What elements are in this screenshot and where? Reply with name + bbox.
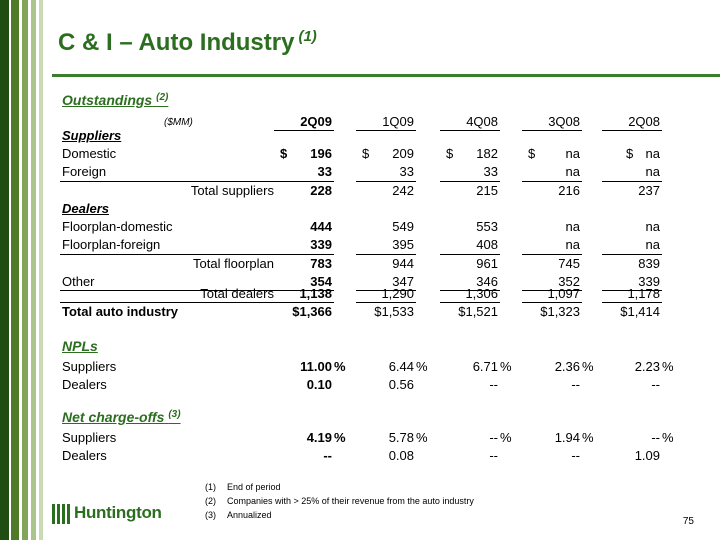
- percent-sign: %: [500, 359, 512, 374]
- value: --: [651, 430, 660, 445]
- value: na: [645, 146, 660, 161]
- value: 6.44: [388, 359, 414, 374]
- title-footnote-ref: (1): [298, 28, 317, 45]
- column-header: 3Q08: [548, 114, 580, 129]
- unit-label: ($MM): [164, 117, 193, 128]
- value-cell: --: [489, 448, 498, 463]
- value-cell: [356, 430, 428, 448]
- row-label: Dealers: [62, 448, 107, 463]
- value-cell: [522, 430, 594, 448]
- value: 182: [476, 146, 498, 161]
- percent-sign: %: [334, 430, 346, 445]
- value-cell: 1,306: [465, 286, 498, 301]
- npls-heading: [62, 338, 98, 354]
- row-underline: [60, 254, 334, 255]
- value-cell: 0.08: [388, 448, 414, 463]
- column-header: 4Q08: [466, 114, 498, 129]
- footnote-number: (3): [205, 510, 216, 520]
- value-cell: $1,521: [458, 304, 498, 319]
- value-cell: 549: [392, 219, 414, 234]
- row-underline: [522, 181, 582, 182]
- value-cell: 228: [310, 183, 332, 198]
- table-row: [60, 146, 680, 164]
- value-cell: 215: [476, 183, 498, 198]
- value-cell: 745: [558, 256, 580, 271]
- value-cell: --: [489, 377, 498, 392]
- value: 2.23: [634, 359, 660, 374]
- currency-symbol: $: [626, 146, 634, 161]
- nco-heading-text: Net charge-offs: [62, 409, 165, 425]
- value: 1.94: [554, 430, 580, 445]
- value-cell: na: [565, 164, 580, 179]
- row-underline: [602, 181, 662, 182]
- value: na: [565, 146, 580, 161]
- table-row: [60, 237, 680, 255]
- percent-sign: %: [662, 359, 674, 374]
- table-row: [60, 304, 680, 322]
- value-cell: $1,366: [292, 304, 332, 319]
- value-cell: [440, 146, 498, 164]
- value-cell: 408: [476, 237, 498, 252]
- row-underline: [356, 254, 416, 255]
- stripe: [39, 0, 43, 540]
- value-cell: 346: [476, 274, 498, 289]
- percent-sign: %: [334, 359, 346, 374]
- currency-symbol: $: [528, 146, 536, 161]
- footnote: [205, 494, 474, 508]
- footnote-number: (1): [205, 482, 216, 492]
- row-underline: [602, 254, 662, 255]
- value-cell: 553: [476, 219, 498, 234]
- value-cell: 1,097: [547, 286, 580, 301]
- row-underline: [356, 181, 416, 182]
- row-label: Total auto industry: [62, 304, 179, 319]
- value-cell: 242: [392, 183, 414, 198]
- footnote-text: End of period: [227, 482, 281, 492]
- value-cell: 339: [310, 237, 332, 252]
- stripe: [11, 0, 19, 540]
- table-row: [60, 219, 680, 237]
- value-cell: na: [565, 219, 580, 234]
- row-label: Suppliers: [62, 359, 117, 374]
- value-cell: [356, 146, 414, 164]
- value-cell: na: [565, 237, 580, 252]
- npls-heading-text: NPLs: [62, 338, 98, 354]
- value-cell: --: [571, 377, 580, 392]
- currency-symbol: $: [362, 146, 370, 161]
- value-cell: 354: [310, 274, 332, 289]
- value: 2.36: [554, 359, 580, 374]
- suppliers-subheading-row: [60, 128, 680, 146]
- outstandings-footnote-ref: (2): [156, 92, 169, 103]
- footnote-text: Annualized: [227, 510, 272, 520]
- stripe: [0, 0, 9, 540]
- value-cell: [356, 359, 428, 377]
- outstandings-heading: [62, 92, 168, 108]
- value-cell: 395: [392, 237, 414, 252]
- value-cell: 339: [638, 274, 660, 289]
- value: --: [489, 430, 498, 445]
- value-cell: --: [651, 377, 660, 392]
- page-number: 75: [682, 516, 694, 527]
- value-cell: 839: [638, 256, 660, 271]
- value-cell: 783: [310, 256, 332, 271]
- column-header: 1Q09: [382, 114, 414, 129]
- row-label: Foreign: [62, 164, 107, 179]
- value-cell: [274, 146, 332, 164]
- percent-sign: %: [582, 430, 594, 445]
- dealers-subheading: Dealers: [62, 201, 109, 216]
- outstandings-heading-text: Outstandings: [62, 92, 153, 108]
- value-cell: [440, 359, 512, 377]
- logo-text: Huntington: [74, 503, 162, 522]
- value: 5.78: [388, 430, 414, 445]
- footnote-text: Companies with > 25% of their revenue from the auto industry: [227, 496, 474, 506]
- value-cell: 33: [317, 164, 332, 179]
- row-label: Floorplan-domestic: [62, 219, 173, 234]
- value-cell: na: [645, 237, 660, 252]
- table-row: [60, 164, 680, 182]
- value: 6.71: [472, 359, 498, 374]
- value-cell: [522, 146, 580, 164]
- percent-sign: %: [662, 430, 674, 445]
- value-cell: [602, 359, 674, 377]
- value-cell: 1,178: [627, 286, 660, 301]
- percent-sign: %: [582, 359, 594, 374]
- page-title: [58, 28, 317, 57]
- value-cell: 444: [310, 219, 332, 234]
- value-cell: $1,414: [620, 304, 660, 319]
- row-underline: [440, 302, 500, 303]
- value: 11.00: [300, 359, 332, 374]
- percent-sign: %: [500, 430, 512, 445]
- percent-sign: %: [416, 430, 428, 445]
- column-header: 2Q08: [628, 114, 660, 129]
- footnote: [205, 508, 474, 522]
- value-cell: na: [645, 164, 660, 179]
- value-cell: na: [645, 219, 660, 234]
- row-underline: [522, 302, 582, 303]
- footnotes: [205, 480, 474, 522]
- footnote: [205, 480, 474, 494]
- row-underline: [602, 302, 662, 303]
- currency-symbol: $: [446, 146, 454, 161]
- column-header: 2Q09: [300, 114, 332, 129]
- huntington-mark-icon: [52, 504, 70, 524]
- row-label: Total floorplan: [193, 256, 274, 271]
- value-cell: [602, 146, 660, 164]
- table-row: [60, 183, 680, 201]
- value-cell: 0.56: [388, 377, 414, 392]
- row-underline: [440, 254, 500, 255]
- value-cell: $1,323: [540, 304, 580, 319]
- value-cell: 961: [476, 256, 498, 271]
- value: 196: [310, 146, 332, 161]
- value-cell: 1,138: [299, 286, 332, 301]
- value-cell: 352: [558, 274, 580, 289]
- row-label: Total dealers: [200, 286, 274, 301]
- value-cell: 347: [392, 274, 414, 289]
- value-cell: 216: [558, 183, 580, 198]
- value-cell: $1,533: [374, 304, 414, 319]
- value-cell: --: [571, 448, 580, 463]
- title-rule: [52, 74, 720, 77]
- table-row: [60, 377, 680, 395]
- row-label: Dealers: [62, 377, 107, 392]
- value-cell: 237: [638, 183, 660, 198]
- value-cell: [440, 430, 512, 448]
- value-cell: [522, 359, 594, 377]
- footnote-number: (2): [205, 496, 216, 506]
- row-label: Suppliers: [62, 430, 117, 445]
- row-underline: [60, 302, 334, 303]
- table-row: [60, 430, 680, 448]
- nco-footnote-ref: (3): [168, 409, 181, 420]
- value: 4.19: [306, 430, 332, 445]
- title-text: C & I – Auto Industry: [58, 29, 295, 56]
- nco-heading: [62, 409, 181, 425]
- value: 209: [392, 146, 414, 161]
- value-cell: [274, 430, 346, 448]
- dealers-subheading-row: [60, 201, 680, 219]
- stripe: [31, 0, 36, 540]
- row-label: Other: [62, 274, 95, 289]
- row-label: Total suppliers: [190, 183, 274, 198]
- value-cell: --: [323, 448, 332, 463]
- currency-symbol: $: [280, 146, 288, 161]
- table-row: [60, 448, 680, 466]
- value-cell: 1,290: [381, 286, 414, 301]
- value-cell: 0.10: [306, 377, 332, 392]
- stripe: [22, 0, 28, 540]
- row-label: Domestic: [62, 146, 117, 161]
- decorative-stripes: [0, 0, 48, 540]
- row-underline: [356, 302, 416, 303]
- value-cell: 944: [392, 256, 414, 271]
- value-cell: [274, 359, 346, 377]
- row-label: Floorplan-foreign: [62, 237, 161, 252]
- value-cell: [602, 430, 674, 448]
- row-underline: [440, 181, 500, 182]
- table-row: [60, 359, 680, 377]
- percent-sign: %: [416, 359, 428, 374]
- suppliers-subheading: Suppliers: [62, 128, 122, 143]
- row-underline: [522, 254, 582, 255]
- value-cell: 33: [399, 164, 414, 179]
- value-cell: 1.09: [634, 448, 660, 463]
- row-underline: [60, 181, 334, 182]
- value-cell: 33: [483, 164, 498, 179]
- table-row: [60, 256, 680, 274]
